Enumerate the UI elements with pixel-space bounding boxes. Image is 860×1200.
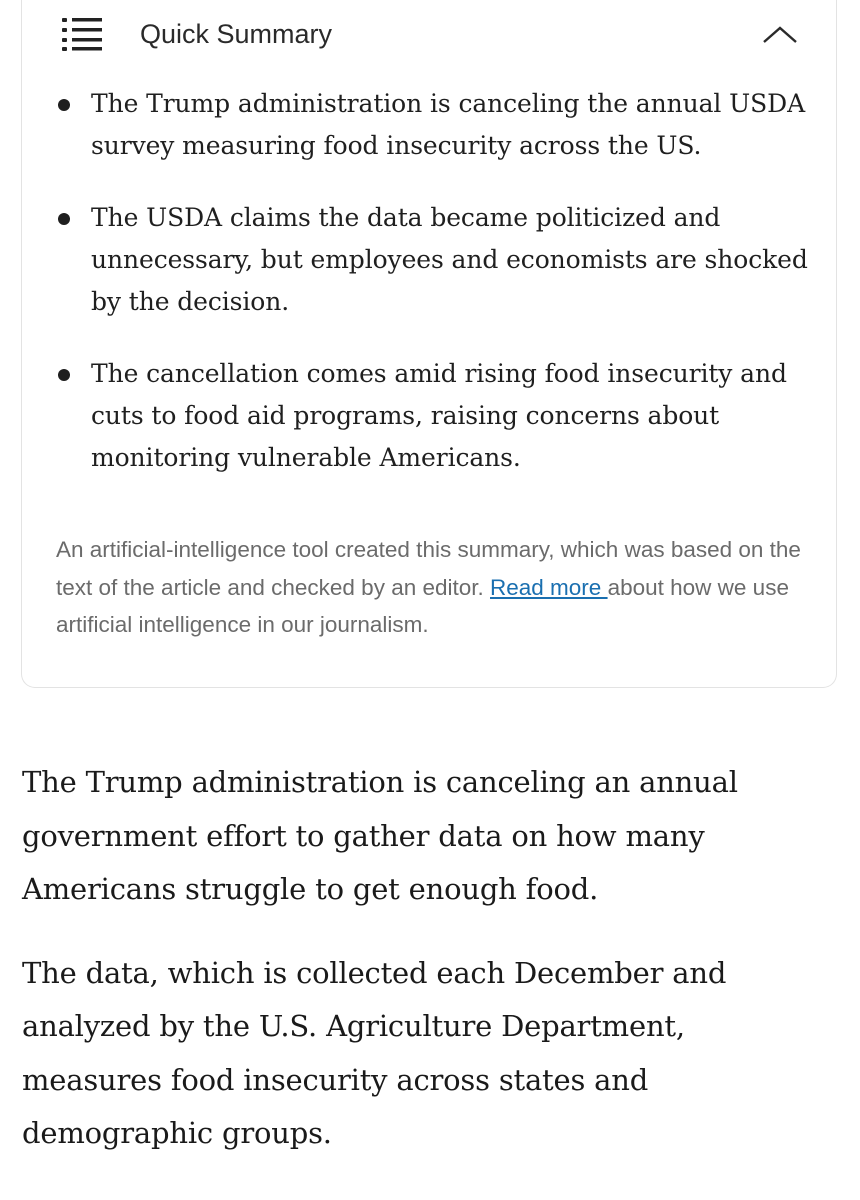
summary-bullet-text: The USDA claims the data became politicized and unnecessary, but employees and economists are shocked by the decision. bbox=[91, 203, 808, 316]
collapse-button[interactable] bbox=[758, 20, 802, 50]
summary-bullet bbox=[56, 83, 826, 167]
summary-bullet-text: The cancellation comes amid rising food insecurity and cuts to food aid programs, raising concerns about monitoring vulnerable Americans. bbox=[91, 359, 787, 472]
list-icon bbox=[62, 15, 102, 51]
article-paragraph: The Trump administration is canceling an annual government effort to gather data on how many Americans struggle to get enough food. bbox=[22, 765, 738, 906]
summary-bullet-text: The Trump administration is canceling the annual USDA survey measuring food insecurity across the US. bbox=[91, 89, 806, 160]
bullet-dot-icon bbox=[58, 99, 70, 111]
read-more-link[interactable]: Read more bbox=[490, 574, 608, 600]
quick-summary-card bbox=[21, 0, 837, 688]
disclaimer-text: An artificial-intelligence tool created this summary, which was based on the text of the article and checked by an editor. bbox=[56, 537, 801, 600]
summary-bullet-list bbox=[56, 83, 826, 509]
summary-bullet bbox=[56, 353, 826, 479]
bullet-dot-icon bbox=[58, 213, 70, 225]
summary-header[interactable] bbox=[22, 0, 838, 76]
article-body bbox=[22, 756, 822, 1191]
summary-title: Quick Summary bbox=[140, 19, 333, 49]
bullet-dot-icon bbox=[58, 369, 70, 381]
chevron-up-icon bbox=[758, 20, 802, 50]
summary-bullet bbox=[56, 197, 826, 323]
article-paragraph: The data, which is collected each December and analyzed by the U.S. Agriculture Department, measures food insecurity across states and demographic groups. bbox=[22, 955, 727, 1150]
ai-disclaimer bbox=[56, 531, 816, 644]
disclaimer-text-end: about how we use artificial intelligence in our journalism. bbox=[56, 574, 789, 637]
